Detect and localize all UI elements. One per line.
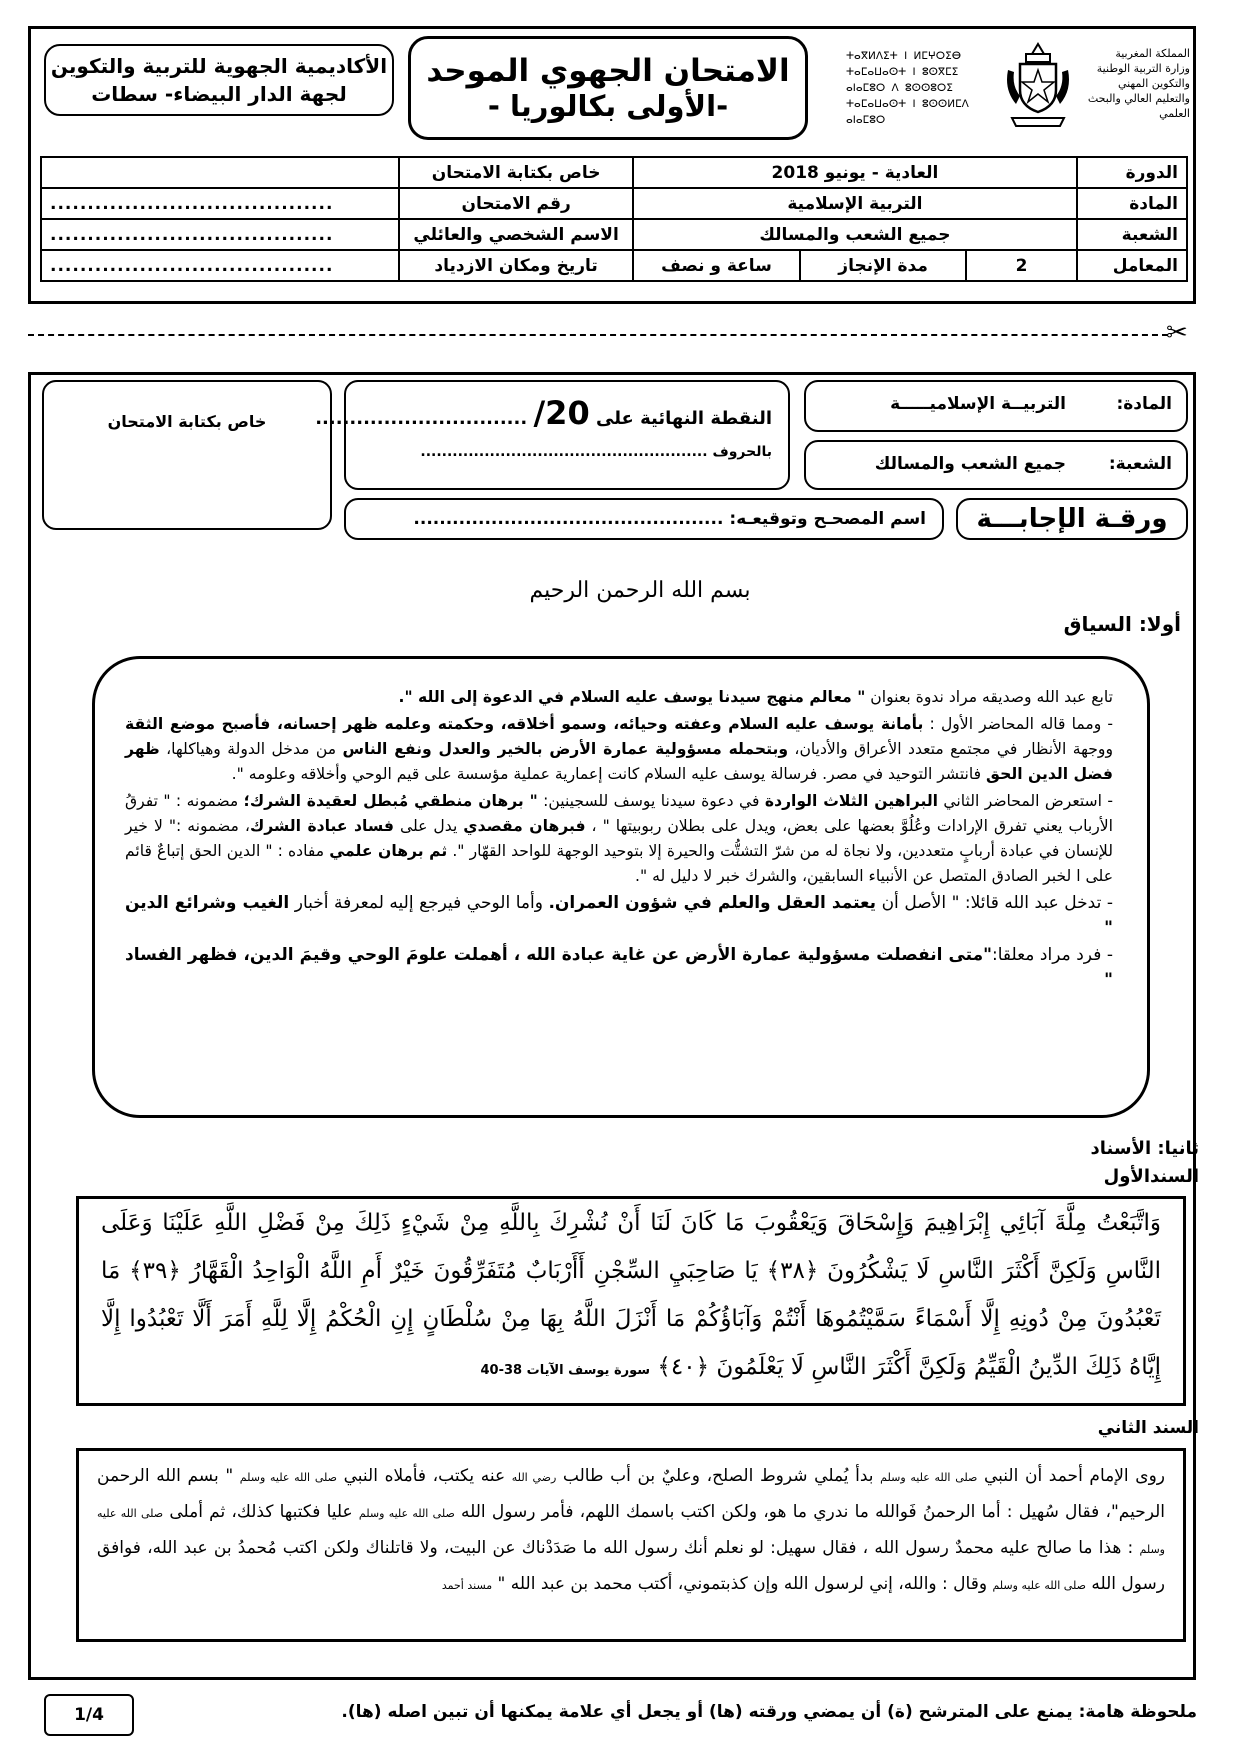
tifinagh-line: ⵜⴰⴳⵍⴷⵉⵜ ⵏ ⵍⵎⵖⵔⵉⴱ (846, 50, 962, 62)
subject-value: التربيــة الإسلاميـــــة (890, 394, 1066, 414)
important-note: ملحوظة هامة: يمنع على المترشح (ة) أن يمضي ورقته (ها) أو يجعل أي علامة يمكنها أن تبين اصله (ها). (341, 1702, 1197, 1722)
hadith-box: روى الإمام أحمد أن النبي صلى الله عليه وسلم بدأ يُملي شروط الصلح، وعليٌ بن أب طالب رضي الله عنه يكتب، فأملاه النبي صلى الله عليه وسلم " بسم الله الرحمن الرحيم"، فقال سُهيل : أما الرحمنُ فَوالله ما ندري ما هو، ولكن اكتب باسمك اللهم، فأمر رسول الله صلى الله عليه وسلم عليا فكتبها كذلك، ثم أملى صلى الله عليه وسلم : هذا ما صالح عليه محمدٌ رسول الله ، فقال سهيل: لو نعلم أنك رسول الله ما صَدَدْناك عن البيت، ولا قاتلناك ولكن اكتب مُحمدُ بن عبد الله، فوافق رسول الله صلى الله عليه وسلم وقال : والله، إني لرسول الله وإن كذبتموني، أكتب محمد بن عبد الله " مسند أحمد (76, 1448, 1186, 1642)
subject-value: التربية الإسلامية (633, 188, 1077, 219)
tifinagh-line: ⴰⵏⴰⵎⵓⵔ ⴷ ⵓⵙⵙⵓⵔⵉ (846, 82, 953, 94)
source-1-title: السندالأول (1103, 1166, 1199, 1187)
session-value: العادية - يونيو 2018 (633, 157, 1077, 188)
academy-name: الأكاديمية الجهوية للتربية والتكوين لجهة الدار البيضاء- سطات (44, 44, 394, 116)
coat-of-arms-icon (1002, 40, 1074, 132)
duration-value: ساعة و نصف (633, 250, 800, 281)
quran-verses: وَاتَّبَعْتُ مِلَّةَ آبَائِي إِبْرَاهِيمَ وَإِسْحَاقَ وَيَعْقُوبَ مَا كَانَ لَنَا أَنْ نُشْرِكَ بِاللَّهِ مِنْ شَيْءٍ ذَلِكَ مِنْ فَضْلِ اللَّهِ عَلَيْنَا وَعَلَى النَّاسِ وَلَكِنَّ أَكْثَرَ النَّاسِ لَا يَشْكُرُونَ ﴿٣٨﴾ يَا صَاحِبَيِ السِّجْنِ أَأَرْبَابٌ مُتَفَرِّقُونَ خَيْرٌ أَمِ اللَّهُ الْوَاحِدُ الْقَهَّارُ ﴿٣٩﴾ مَا تَعْبُدُونَ مِنْ دُونِهِ إِلَّا أَسْمَاءً سَمَّيْتُمُوهَا أَنْتُمْ وَآبَاؤُكُمْ مَا أَنْزَلَ اللَّهُ بِهَا مِنْ سُلْطَانٍ إِنِ الْحُكْمُ إِلَّا لِلَّهِ أَمَرَ أَلَّا تَعْبُدُوا إِلَّا إِيَّاهُ ذَلِكَ الدِّينُ الْقَيِّمُ وَلَكِنَّ أَكْثَرَ النَّاسِ لَا يَعْلَمُونَ ﴿٤٠﴾ (101, 1210, 1161, 1380)
corrector-box (344, 498, 944, 540)
scissors-icon: ✂ (1166, 318, 1188, 348)
context-box (92, 656, 1150, 1118)
special-exam-field (41, 157, 399, 188)
quran-reference: سورة يوسف الآيات 38-40 (480, 1363, 651, 1378)
table-row (41, 157, 1187, 188)
grade-max: 20/ (533, 394, 590, 432)
exam-title: الامتحان الجهوي الموحد (426, 53, 790, 89)
context-paragraph: تابع عبد الله وصديقه مراد ندوة بعنوان " معالم منهج سيدنا يوسف عليه السلام في الدعوة إلى الله ". (398, 688, 1113, 706)
table-row (41, 219, 1187, 250)
quran-verses-box (76, 1196, 1186, 1406)
tifinagh-line: ⵜⴰⵎⴰⵡⴰⵙⵜ ⵏ ⵓⵙⵙⵍⵎⴷ ⴰⵏⴰⵎⵓⵔ (846, 98, 969, 126)
final-grade-field[interactable]: ............................... (315, 408, 528, 429)
source-2-title: السند الثاني (1097, 1418, 1199, 1438)
ministry-name (1078, 46, 1190, 121)
grade-letters-field[interactable]: ...................................................... (420, 444, 708, 460)
full-name-field[interactable]: ...................................... (41, 219, 399, 250)
branch-label: الشعبة (1077, 219, 1187, 250)
exam-number-field[interactable]: ...................................... (41, 188, 399, 219)
corrector-label: اسم المصحـح وتوقيعـه: (729, 509, 926, 529)
full-name-label: الاسم الشخصي والعائلي (399, 219, 633, 250)
context-paragraph: - ومما قاله المحاضر الأول : بأمانة يوسف عليه السلام وعفته وحيائه، وسمو أخلاقه، وحكمته وعلمه ظهر إحسانه، فأصبح موضع الثقة ووجهة الأنظار في مجتمع متعدد الأعراق والأديان، وبتحمله مسؤولية عمارة الأرض بالخير والعدل ونفع الناس من مدخل الدولة وهياكلها، ظهر فضل الدين الحق فانتشر التوحيد في مصر. فرسالة يوسف عليه السلام كانت إعمارية عملية مؤسسة على قيم الوحي وأخلاقه وعلومه ". (125, 715, 1114, 783)
coefficient-label: المعامل (1077, 250, 1187, 281)
subject-label: المادة: (1116, 394, 1172, 414)
birth-date-place-field[interactable]: ...................................... (41, 250, 399, 281)
coefficient-value: 2 (966, 250, 1076, 281)
table-row (41, 188, 1187, 219)
hadith-source: مسند أحمد (441, 1579, 493, 1592)
answer-sheet-title: ورقـة الإجابـــة (956, 498, 1188, 540)
tifinagh-line: ⵜⴰⵎⴰⵡⴰⵙⵜ ⵏ ⵓⵙⴳⵎⵉ (846, 66, 959, 78)
page-number: 1/4 (44, 1694, 134, 1736)
ministry-line: والتكوين المهني (1117, 77, 1190, 90)
corrector-field[interactable]: ................................................ (413, 509, 724, 529)
session-label: الدورة (1077, 157, 1187, 188)
branch-label: الشعبة: (1108, 454, 1172, 474)
section-sources-title: ثانيا: الأسناد (1090, 1138, 1199, 1159)
exam-number-label: رقم الامتحان (399, 188, 633, 219)
ministry-line: وزارة التربية الوطنية (1096, 62, 1190, 75)
final-grade-label: النقطة النهائية على (595, 408, 772, 429)
cut-line (28, 334, 1168, 336)
special-exam-box: خاص بكتابة الامتحان (42, 380, 332, 530)
subject-label: المادة (1077, 188, 1187, 219)
final-grade-box (315, 380, 790, 490)
table-row (41, 250, 1187, 281)
context-paragraph: - تدخل عبد الله قائلا: " الأصل أن يعتمد العقل والعلم في شؤون العمران. وأما الوحي فيرجع إليه لمعرفة أخبار الغيب وشرائع الدين " (125, 893, 1113, 938)
subject-box (804, 380, 1188, 432)
duration-label: مدة الإنجاز (800, 250, 967, 281)
exam-level: -الأولى بكالوريا - (487, 89, 729, 123)
section-context-title: أولا: السياق (1063, 612, 1181, 636)
ministry-line: والتعليم العالي والبحث العلمي (1087, 92, 1190, 120)
grade-letters-label: بالحروف (712, 444, 772, 460)
ministry-line: المملكة المغربية (1115, 47, 1190, 60)
branch-value: جميع الشعب والمسالك (633, 219, 1077, 250)
final-grade-line (315, 394, 772, 432)
context-paragraph: - استعرض المحاضر الثاني البراهين الثلاث الواردة في دعوة سيدنا يوسف للسجينين: " برهان منطقي مُبطل لعقيدة الشرك؛ مضمونه : " تفرقُ الأرباب يعني تفرق الإرادات وعُلُوَّ بعضها على بعض، ويدل على بطلان ربوبيتها " ، فبرهان مقصدي يدل على فساد عبادة الشرك، مضمونه :" لا خير للإنسان في عبادة أربابٍ متعددين، ولا نجاة له من شرّ التشتُّت والحيرة إلا بتوحيد الوجهة للواحد القهّار ". ثم برهان علمي مفاده : " الدين الحق إتباعٌ قائم على ا لخبر الصادق المتصل عن الأنبياء السابقين، والشرك خبر لا دليل له ". (125, 792, 1113, 885)
exam-title-box (408, 36, 808, 140)
special-exam-label: خاص بكتابة الامتحان (399, 157, 633, 188)
context-paragraph: - فرد مراد معلقا:"متى انفصلت مسؤولية عمارة الأرض عن غاية عبادة الله ، أهملت علومَ الوحي وقيمَ الدين، فظهر الفساد " (125, 945, 1113, 990)
exam-info-table (40, 156, 1188, 282)
branch-value: جميع الشعب والمسالك (874, 454, 1066, 474)
grade-letters-line (420, 444, 772, 460)
basmala: بسم الله الرحمن الرحيم (529, 578, 751, 603)
birth-date-place-label: تاريخ ومكان الازدياد (399, 250, 633, 281)
tifinagh-ministry-name (846, 48, 998, 128)
branch-box (804, 440, 1188, 490)
